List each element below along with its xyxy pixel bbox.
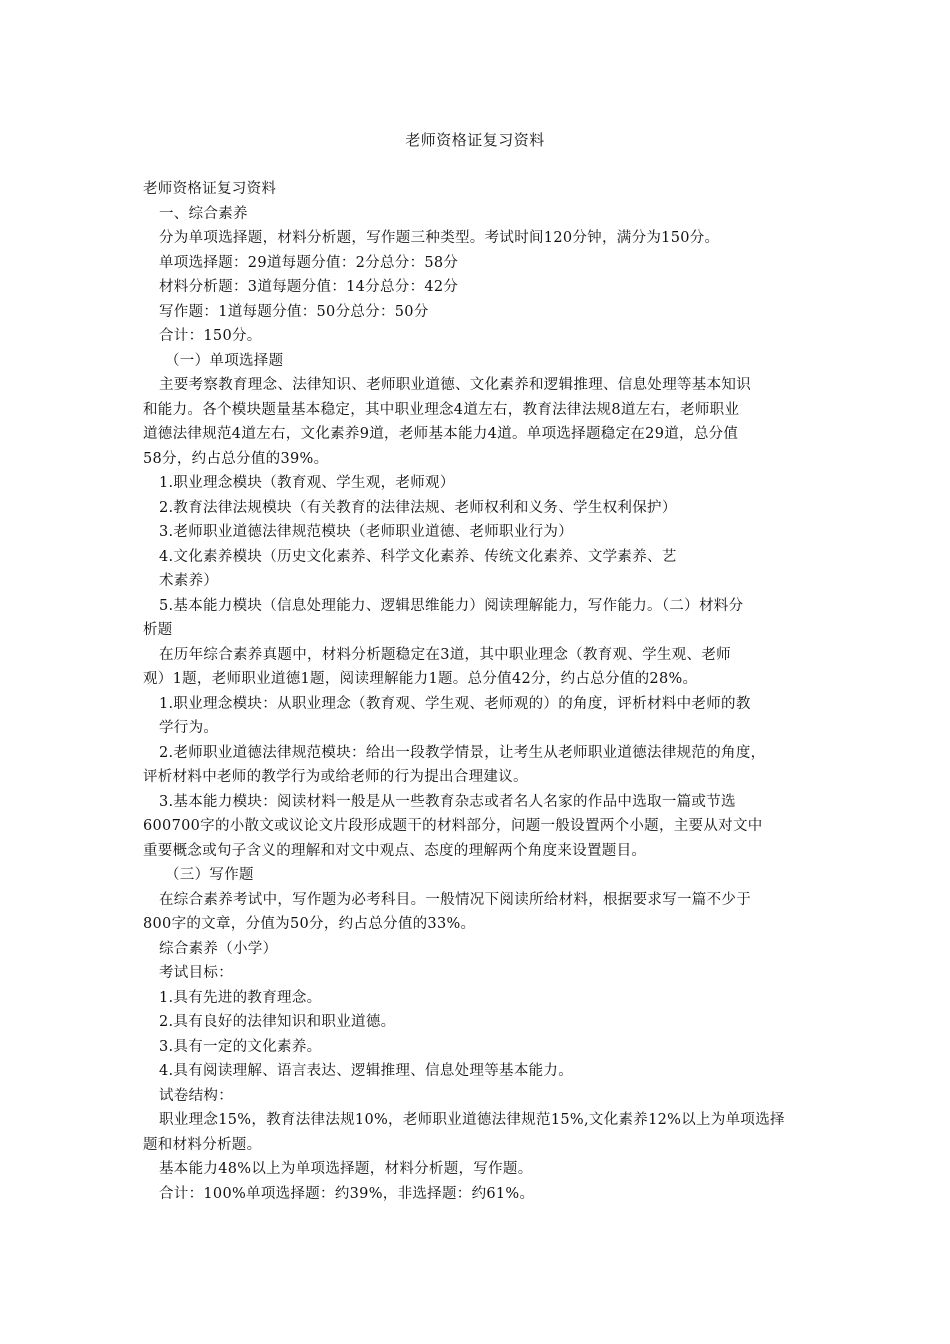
text-line: 道德法律规范4道左右，文化素养9道，老师基本能力4道。单项选择题稳定在29道，总分值: [143, 426, 739, 442]
text-line: 观）1题，老师职业道德1题，阅读理解能力1题。总分值42分，约占总分值的28%。: [143, 671, 698, 687]
text-line: 综合素养（小学）: [159, 940, 278, 957]
text-line: 在综合素养考试中，写作题为必考科目。一般情况下阅读所给材料，根据要求写一篇不少于: [159, 891, 751, 908]
text-line: 题和材料分析题。: [143, 1136, 262, 1153]
text-line: 学行为。: [159, 720, 219, 736]
text-line: 3.具有一定的文化素养。: [159, 1038, 322, 1055]
text-line: 重要概念或句子含义的理解和对文中观点、态度的理解两个角度来设置题目。: [143, 842, 647, 859]
text-line: 分为单项选择题，材料分析题，写作题三种类型。考试时间120分钟，满分为150分。: [159, 230, 720, 246]
text-line: 术素养）: [159, 573, 219, 589]
document-title: 老师资格证复习资料: [405, 131, 545, 149]
text-line: 和能力。各个模块题量基本稳定，其中职业理念4道左右，教育法律法规8道左右，老师职业: [143, 401, 740, 418]
text-line: 试卷结构：: [159, 1087, 233, 1104]
text-line: 1.具有先进的教育理念。: [159, 989, 322, 1006]
text-line: 3.基本能力模块：阅读材料一般是从一些教育杂志或者名人名家的作品中选取一篇或节选: [159, 793, 736, 810]
text-line: （三）写作题: [165, 867, 254, 883]
text-line: 材料分析题：3道每题分值：14分总分：42分: [159, 279, 459, 295]
text-line: （一）单项选择题: [165, 352, 284, 369]
text-line: 800字的文章，分值为50分，约占总分值的33%。: [143, 916, 476, 932]
text-line: 1.职业理念模块：从职业理念（教育观、学生观、老师观的）的角度，评析材料中老师的教: [159, 695, 751, 712]
text-line: 一、综合素养: [159, 205, 248, 222]
text-line: 4.具有阅读理解、语言表达、逻辑推理、信息处理等基本能力。: [159, 1063, 574, 1079]
text-line: 合计：100%单项选择题：约39%，非选择题：约61%。: [159, 1185, 535, 1202]
text-line: 在历年综合素养真题中，材料分析题稳定在3道，其中职业理念（教育观、学生观、老师: [159, 646, 731, 663]
document-body: [143, 177, 807, 1206]
text-line: 合计：150分。: [159, 328, 262, 344]
text-line: 600700字的小散文或议论文片段形成题干的材料部分，问题一般设置两个小题，主要从对文中: [143, 818, 763, 834]
text-line: 写作题：1道每题分值：50分总分：50分: [159, 303, 429, 320]
text-line: 基本能力48%以上为单项选择题，材料分析题，写作题。: [159, 1161, 533, 1177]
text-line: 5.基本能力模块（信息处理能力、逻辑思维能力）阅读理解能力，写作能力。（二）材料分: [159, 597, 744, 614]
text-line: 2.具有良好的法律知识和职业道德。: [159, 1014, 396, 1030]
text-line: 58分，约占总分值的39%。: [143, 450, 329, 467]
text-line: 考试目标：: [159, 965, 233, 981]
text-line: 老师资格证复习资料: [143, 181, 277, 197]
text-line: 职业理念15%，教育法律法规10%，老师职业道德法律规范15%,文化素养12%以上为单项选择: [159, 1112, 785, 1128]
text-line: 1.职业理念模块（教育观、学生观，老师观）: [159, 475, 455, 491]
text-line: 主要考察教育理念、法律知识、老师职业道德、文化素养和逻辑推理、信息处理等基本知识: [159, 377, 751, 393]
text-line: 4.文化素养模块（历史文化素养、科学文化素养、传统文化素养、文学素养、艺: [159, 548, 677, 565]
text-line: 3.老师职业道德法律规范模块（老师职业道德、老师职业行为）: [159, 524, 574, 540]
text-line: 析题: [143, 622, 173, 638]
text-line: 单项选择题：29道每题分值：2分总分：58分: [159, 254, 459, 271]
text-line: 2.老师职业道德法律规范模块：给出一段教学情景，让考生从老师职业道德法律规范的角度，: [159, 744, 766, 761]
text-line: 2.教育法律法规模块（有关教育的法律法规、老师权利和义务、学生权利保护）: [159, 499, 677, 516]
text-line: 评析材料中老师的教学行为或给老师的行为提出合理建议。: [143, 769, 528, 785]
